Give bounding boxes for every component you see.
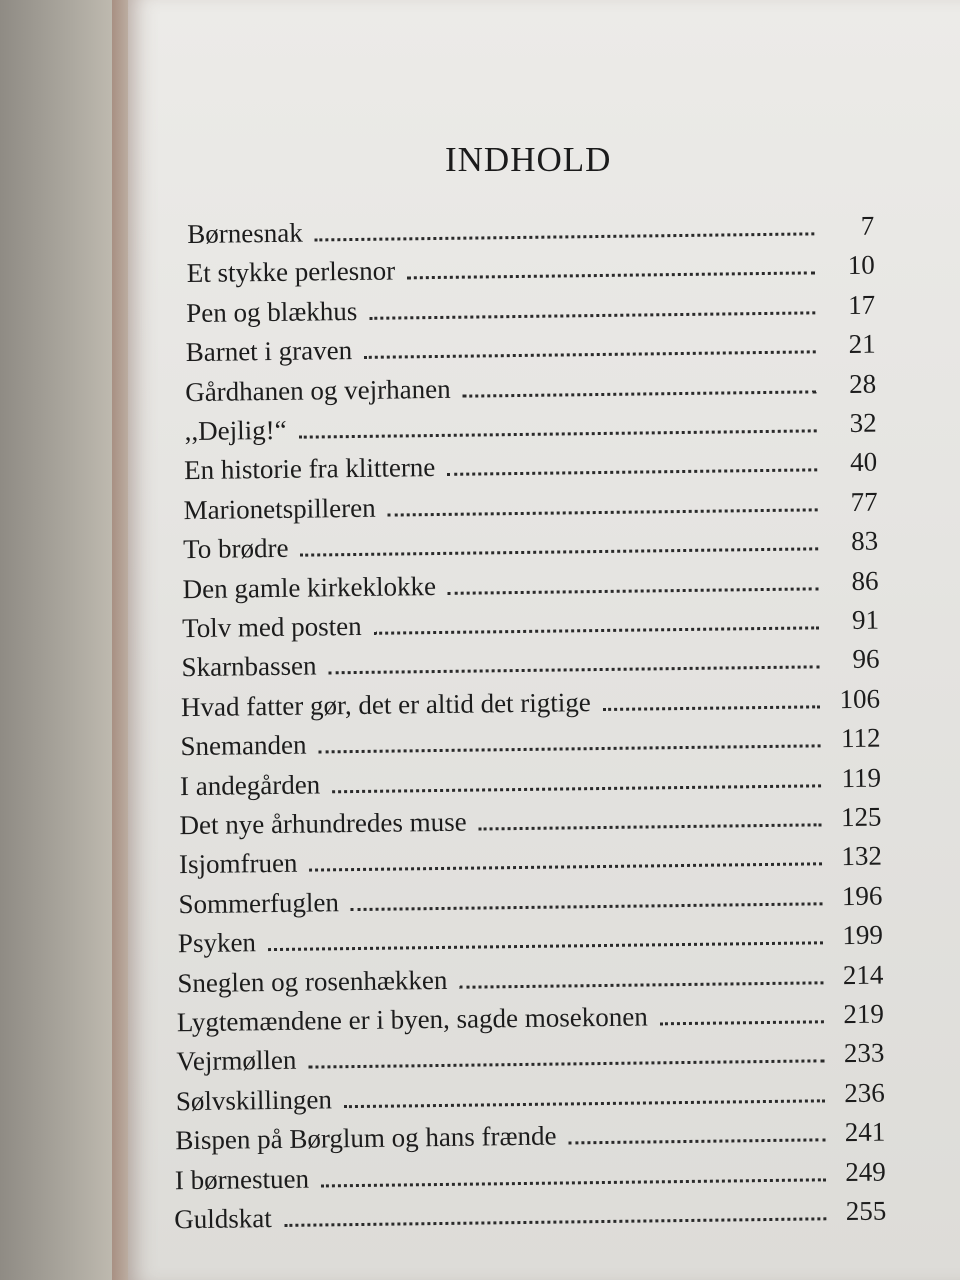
dot-leader [447,469,817,477]
toc-entry-title: Sneglen og rosenhækken [177,964,448,998]
toc-entry-title: I børnestuen [174,1163,310,1195]
toc-entry [179,801,881,842]
dot-leader [308,1060,824,1069]
toc-entry [178,879,882,920]
toc-entry [184,407,876,447]
toc-entry [180,722,880,763]
toc-entry-title: Hvad fatter gør, det er altid det rigtige [180,686,591,722]
dot-leader [407,272,815,280]
dot-leader [448,587,819,595]
toc-entry [187,249,875,289]
dot-leader [299,429,817,438]
toc-entry [183,525,878,565]
toc-entry [177,958,883,999]
toc-entry-page: 219 [843,998,885,1030]
toc-entry-page: 196 [841,880,883,911]
dot-leader [479,823,822,830]
toc-entry [182,604,879,645]
toc-entry-page: 40 [849,447,878,478]
toc-entry [178,919,883,960]
toc-entry-page: 241 [844,1116,886,1148]
toc-entry [177,998,884,1039]
toc-entry-title: ,,Dejlig!“ [184,414,287,447]
toc-entry-page: 32 [849,407,877,438]
dot-leader [344,1099,825,1108]
toc-entry-page: 233 [843,1037,885,1069]
toc-entry-page: 236 [844,1077,886,1108]
toc-entry [180,761,881,802]
toc-entry-title: Børnesnak [187,217,303,250]
toc-entry-page: 10 [847,250,875,281]
toc-entry [176,1076,885,1117]
dot-leader [319,745,821,754]
dot-leader [369,311,815,319]
toc-entry-title: Snemanden [180,729,307,762]
dot-leader [374,626,819,634]
toc-entry [181,643,879,684]
toc-entry [183,485,877,525]
toc-entry-page: 214 [842,959,884,990]
toc-entry [186,288,875,328]
toc-entry-page: 91 [851,604,880,635]
toc-entry-page: 119 [841,762,882,793]
dot-leader [603,705,820,711]
dot-leader [315,232,815,241]
toc-entry-title: Guldskat [174,1203,272,1235]
toc-entry [175,1116,885,1157]
toc-entry-title: Et stykke perlesnor [186,255,396,289]
dot-leader [364,351,816,360]
toc-entry-page: 106 [839,683,881,714]
dot-leader [351,902,823,911]
toc-entry [174,1195,886,1236]
toc-entry [181,682,880,723]
toc-heading: INDHOLD [445,140,612,179]
toc-entry-page: 199 [842,919,884,951]
toc-entry-title: Det nye århundredes muse [179,806,467,841]
toc-entry [185,367,876,407]
toc-entry-page: 112 [840,722,881,754]
toc-entry-title: Marionetspilleren [183,492,376,525]
toc-entry-title: Sommerfuglen [178,887,340,919]
toc-entry-title: Isjomfruen [178,848,298,880]
dot-leader [284,1217,826,1227]
toc-entry [186,328,876,368]
toc-entry [187,210,874,250]
toc-entry-page: 255 [845,1195,887,1227]
toc-entry [176,1037,884,1078]
toc-entry-title: Tolv med posten [181,610,362,644]
toc-entry [184,446,877,486]
dot-leader [301,548,819,557]
dot-leader [569,1138,826,1144]
toc-entry-title: Gårdhanen og vejrhanen [185,373,451,407]
toc-entry-page: 96 [852,643,880,675]
dot-leader [310,863,823,872]
toc-entry-page: 86 [851,565,879,596]
toc-entry-title: Bispen på Børglum og hans frænde [175,1120,557,1156]
toc-entry-page: 83 [850,525,879,557]
toc-entry-page: 7 [860,210,875,241]
toc-entry-title: Psyken [177,927,257,959]
toc-entry-page: 28 [848,368,877,399]
toc-entry-page: 21 [848,328,876,360]
dot-leader [321,1178,826,1187]
toc-entry-page: 125 [840,801,882,833]
dot-leader [463,390,817,397]
toc-entry [182,564,878,605]
dot-leader [329,666,820,675]
toc-entry-title: Barnet i graven [185,335,353,368]
toc-entry-title: En historie fra klitterne [183,452,436,486]
toc-entry-title: Skarnbassen [181,650,317,683]
dot-leader [459,981,823,988]
toc-entry-title: Pen og blækhus [186,295,358,328]
dot-leader [268,942,823,952]
toc-entry-page: 17 [848,289,876,320]
toc-entry-page: 249 [845,1156,886,1187]
toc-entry [179,840,882,881]
toc-entry-title: Lygtemændene er i byen, sagde mosekonen [176,1001,648,1038]
toc-entry-title: Vejrmøllen [176,1045,297,1077]
toc-entry-title: Sølvskillingen [175,1084,333,1117]
toc-entry-title: Den gamle kirkeklokke [182,570,437,604]
toc-entry [175,1155,886,1196]
dot-leader [332,784,821,793]
dot-leader [388,508,818,516]
toc-entry-page: 77 [850,486,878,517]
toc-entry-title: I andegården [179,769,321,801]
dot-leader [660,1020,824,1025]
toc-entry-page: 132 [841,840,883,872]
toc-entry-title: To brødre [182,533,289,565]
